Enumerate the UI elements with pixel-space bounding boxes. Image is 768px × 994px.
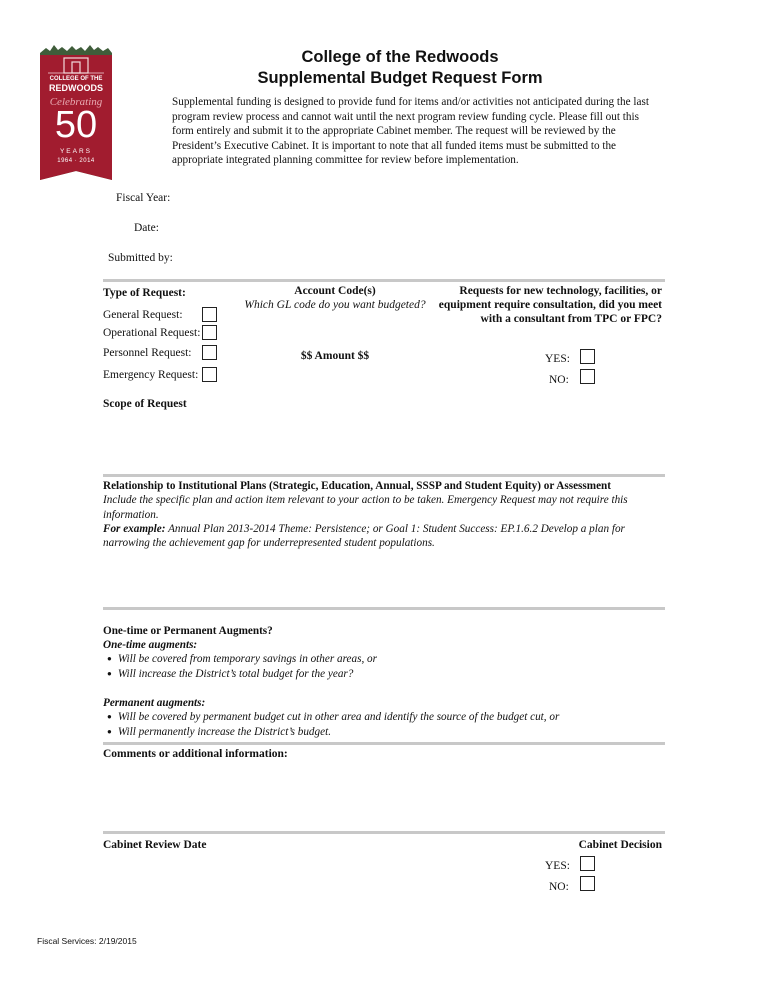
- consultation-line1: Requests for new technology, facilities, or: [459, 285, 662, 297]
- cabinet-decision-label: Cabinet Decision: [578, 839, 662, 851]
- list-item: ● Will increase the District’s total budget for the year?: [103, 667, 663, 682]
- logo-line2: REDWOODS: [49, 83, 103, 93]
- logo-line1: COLLEGE OF THE: [49, 76, 103, 82]
- consultation-line3: with a consultant from TPC or FPC?: [480, 313, 662, 325]
- emergency-request-checkbox[interactable]: [202, 367, 217, 382]
- cabinet-yes-checkbox[interactable]: [580, 856, 595, 871]
- augments-section: [103, 624, 663, 740]
- account-code-heading: Account Code(s): [294, 285, 376, 297]
- submitted-by-label: Submitted by:: [108, 252, 173, 264]
- permanent-label: Permanent augments:: [103, 697, 206, 709]
- relationship-section: [103, 479, 663, 550]
- general-request-label: General Request:: [103, 309, 183, 321]
- cabinet-yes-label: YES:: [545, 860, 570, 872]
- relationship-heading: Relationship to Institutional Plans (Strategic, Education, Annual, SSSP and Student Equity) or Assessment: [103, 480, 611, 492]
- relationship-example: [103, 522, 663, 551]
- cabinet-no-label: NO:: [549, 881, 569, 893]
- list-item: ● Will permanently increase the District’s budget.: [103, 725, 663, 740]
- college-logo: [40, 45, 112, 180]
- date-label: Date:: [134, 222, 159, 234]
- section-divider: [103, 831, 665, 834]
- list-item: ● Will be covered from temporary savings in other areas, or: [103, 652, 663, 667]
- consult-yes-checkbox[interactable]: [580, 349, 595, 364]
- account-code-subtext: Which GL code do you want budgeted?: [244, 299, 426, 311]
- logo-years: 1964 · 2014: [57, 158, 95, 164]
- form-title: Supplemental Budget Request Form: [257, 69, 543, 87]
- example-text: Annual Plan 2013-2014 Theme: Persistence; or Goal 1: Student Success: EP.1.6.2 Develop a plan for narrowing the achievement gap for underrepresented student populations.: [103, 522, 625, 550]
- onetime-label: One-time augments:: [103, 639, 198, 651]
- comments-heading: Comments or additional information:: [103, 748, 288, 760]
- emergency-request-label: Emergency Request:: [103, 369, 199, 381]
- example-label: For example:: [103, 522, 166, 535]
- consult-no-label: NO:: [549, 374, 569, 386]
- footer-text: Fiscal Services: 2/19/2015: [37, 936, 137, 946]
- augments-heading: One-time or Permanent Augments?: [103, 625, 273, 637]
- consultation-line2: equipment require consultation, did you meet: [438, 299, 662, 311]
- section-divider: [103, 474, 665, 477]
- permanent-list: [103, 710, 663, 740]
- section-divider: [103, 279, 665, 282]
- relationship-description: Include the specific plan and action item relevant to your action to be taken. Emergency Request may not require this information.: [103, 494, 628, 521]
- logo-number: 50: [54, 104, 98, 146]
- onetime-list: [103, 652, 663, 682]
- amount-label: $$ Amount $$: [300, 350, 370, 362]
- consult-no-checkbox[interactable]: [580, 369, 595, 384]
- consult-yes-label: YES:: [545, 353, 570, 365]
- logo-script: Celebrating: [49, 96, 103, 108]
- personnel-request-label: Personnel Request:: [103, 347, 192, 359]
- operational-request-label: Operational Request:: [103, 327, 201, 339]
- general-request-checkbox[interactable]: [202, 307, 217, 322]
- section-divider: [103, 742, 665, 745]
- personnel-request-checkbox[interactable]: [202, 345, 217, 360]
- intro-paragraph: Supplemental funding is designed to provide fund for items and/or activities not anticipated during the last program review process and cannot wait until the next program review funding cycle. Please fill out this form entirely and submit it to the appropriate Cabinet member. The request will be reviewed by the President’s Executive Cabinet. It is important to note that all funded items must be submitted to the appropriate integrated planning committee for review before implementation.: [172, 96, 649, 167]
- scope-heading: Scope of Request: [103, 398, 187, 410]
- section-divider: [103, 607, 665, 610]
- cabinet-review-date-label: Cabinet Review Date: [103, 839, 207, 851]
- type-of-request-heading: Type of Request:: [103, 287, 186, 299]
- list-item: ● Will be covered by permanent budget cut in other area and identify the source of the budget cut, or: [103, 710, 663, 725]
- logo-word: YEARS: [59, 148, 93, 155]
- operational-request-checkbox[interactable]: [202, 325, 217, 340]
- cabinet-no-checkbox[interactable]: [580, 876, 595, 891]
- fiscal-year-label: Fiscal Year:: [116, 192, 171, 204]
- college-title: College of the Redwoods: [301, 48, 499, 66]
